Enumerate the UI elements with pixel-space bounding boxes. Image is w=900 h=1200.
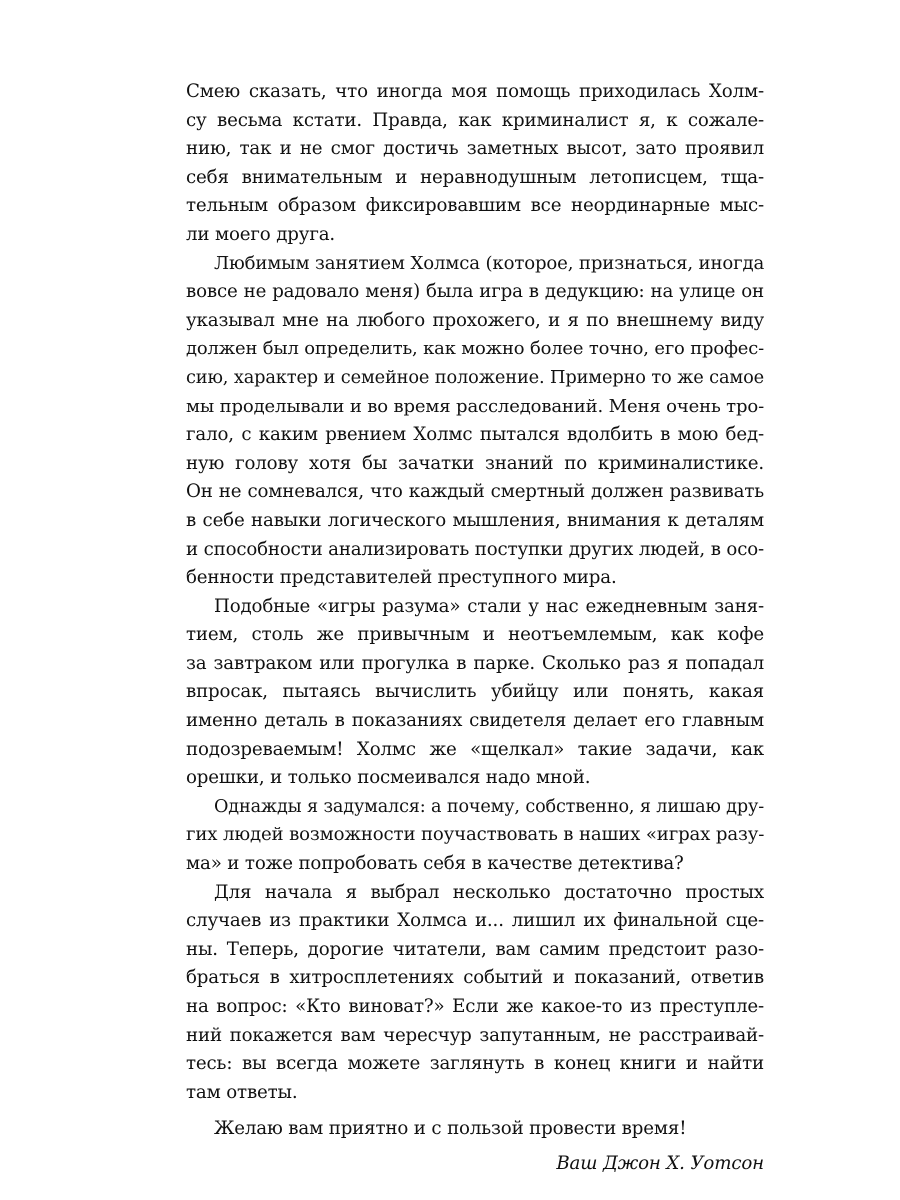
text-line: тием, столь же привычным и неотъемлемым, как кофе xyxy=(186,624,764,646)
text-line: мы проделывали и во время расследований. Меня очень тро- xyxy=(186,395,765,417)
text-line: вовсе не радовало меня) была игра в дедукцию: на улице он xyxy=(186,281,764,303)
text-line: на вопрос: «Кто виноват?» Если же какое-то из преступле- xyxy=(186,996,764,1017)
signature: Ваш Джон Х. Уотсон xyxy=(556,1152,764,1174)
text-line: гих людей возможности поучаствовать в наших «играх разу- xyxy=(186,824,765,846)
text-line: орешки, и только посмеивался надо мной. xyxy=(186,767,591,789)
text-line: и способности анализировать поступки других людей, в осо- xyxy=(186,538,764,560)
text-line: бенности представителей преступного мира. xyxy=(186,567,617,589)
text-line: браться в хитросплетениях событий и показаний, ответив xyxy=(186,967,764,989)
text-line: гало, с каким рвением Холмс пытался вдолбить в мою бед- xyxy=(186,424,764,446)
text-line: ли моего друга. xyxy=(186,223,336,245)
text-line: ны. Теперь, дорогие читатели, вам самим предстоит разо- xyxy=(186,938,764,960)
book-page xyxy=(186,78,764,1179)
paragraph-4 xyxy=(186,793,764,879)
text-line: там ответы. xyxy=(186,1081,298,1103)
paragraph-5 xyxy=(186,879,764,1108)
text-line: подозреваемым! Холмс же «щелкал» такие задачи, как xyxy=(186,738,764,760)
closing-line: Желаю вам приятно и с пользой провести время! xyxy=(214,1118,687,1140)
text-line: тесь: вы всегда можете заглянуть в конец книги и найти xyxy=(186,1053,764,1075)
text-line: сию, характер и семейное положение. Примерно то же самое xyxy=(186,366,764,388)
text-line: именно деталь в показаниях свидетеля делает его главным xyxy=(186,710,764,732)
paragraph-1 xyxy=(186,78,764,250)
text-line: Для начала я выбрал несколько достаточно простых xyxy=(214,881,764,903)
text-line: должен был определить, как можно более точно, его профес- xyxy=(186,338,764,360)
text-line: себя внимательным и неравнодушным летописцем, тща- xyxy=(186,166,764,188)
text-line: случаев из практики Холмса и... лишил их финальной сце- xyxy=(186,910,764,932)
text-line: су весьма кстати. Правда, как криминалист я, к сожале- xyxy=(186,109,764,131)
text-line: Он не сомневался, что каждый смертный должен развивать xyxy=(186,481,764,503)
text-line: Смею сказать, что иногда моя помощь приходилась Холм- xyxy=(186,81,764,102)
text-line: Однажды я задумался: а почему, собственно, я лишаю дру- xyxy=(214,796,764,817)
text-line: ний покажется вам чересчур запутанным, не расстраивай- xyxy=(186,1024,764,1046)
text-line: тельным образом фиксировавшим все неординарные мыс- xyxy=(186,195,764,217)
text-line: за завтраком или прогулка в парке. Сколько раз я попадал xyxy=(186,652,764,674)
paragraph-gap xyxy=(186,1107,764,1115)
text-line: Любимым занятием Холмса (которое, признаться, иногда xyxy=(214,252,765,274)
text-line: ную голову хотя бы зачатки знаний по криминалистике. xyxy=(186,452,764,474)
text-line: нию, так и не смог достичь заметных высот, зато проявил xyxy=(186,138,764,160)
text-line: Подобные «игры разума» стали у нас ежедневным заня- xyxy=(214,595,764,617)
text-line: ма» и тоже попробовать себя в качестве детектива? xyxy=(186,853,684,875)
text-line: указывал мне на любого прохожего, и я по внешнему виду xyxy=(186,309,764,331)
text-line: в себе навыки логического мышления, внимания к деталям xyxy=(186,509,764,531)
paragraph-2 xyxy=(186,250,764,593)
paragraph-3 xyxy=(186,593,764,793)
text-line: впросак, пытаясь вычислить убийцу или понять, какая xyxy=(186,681,764,703)
